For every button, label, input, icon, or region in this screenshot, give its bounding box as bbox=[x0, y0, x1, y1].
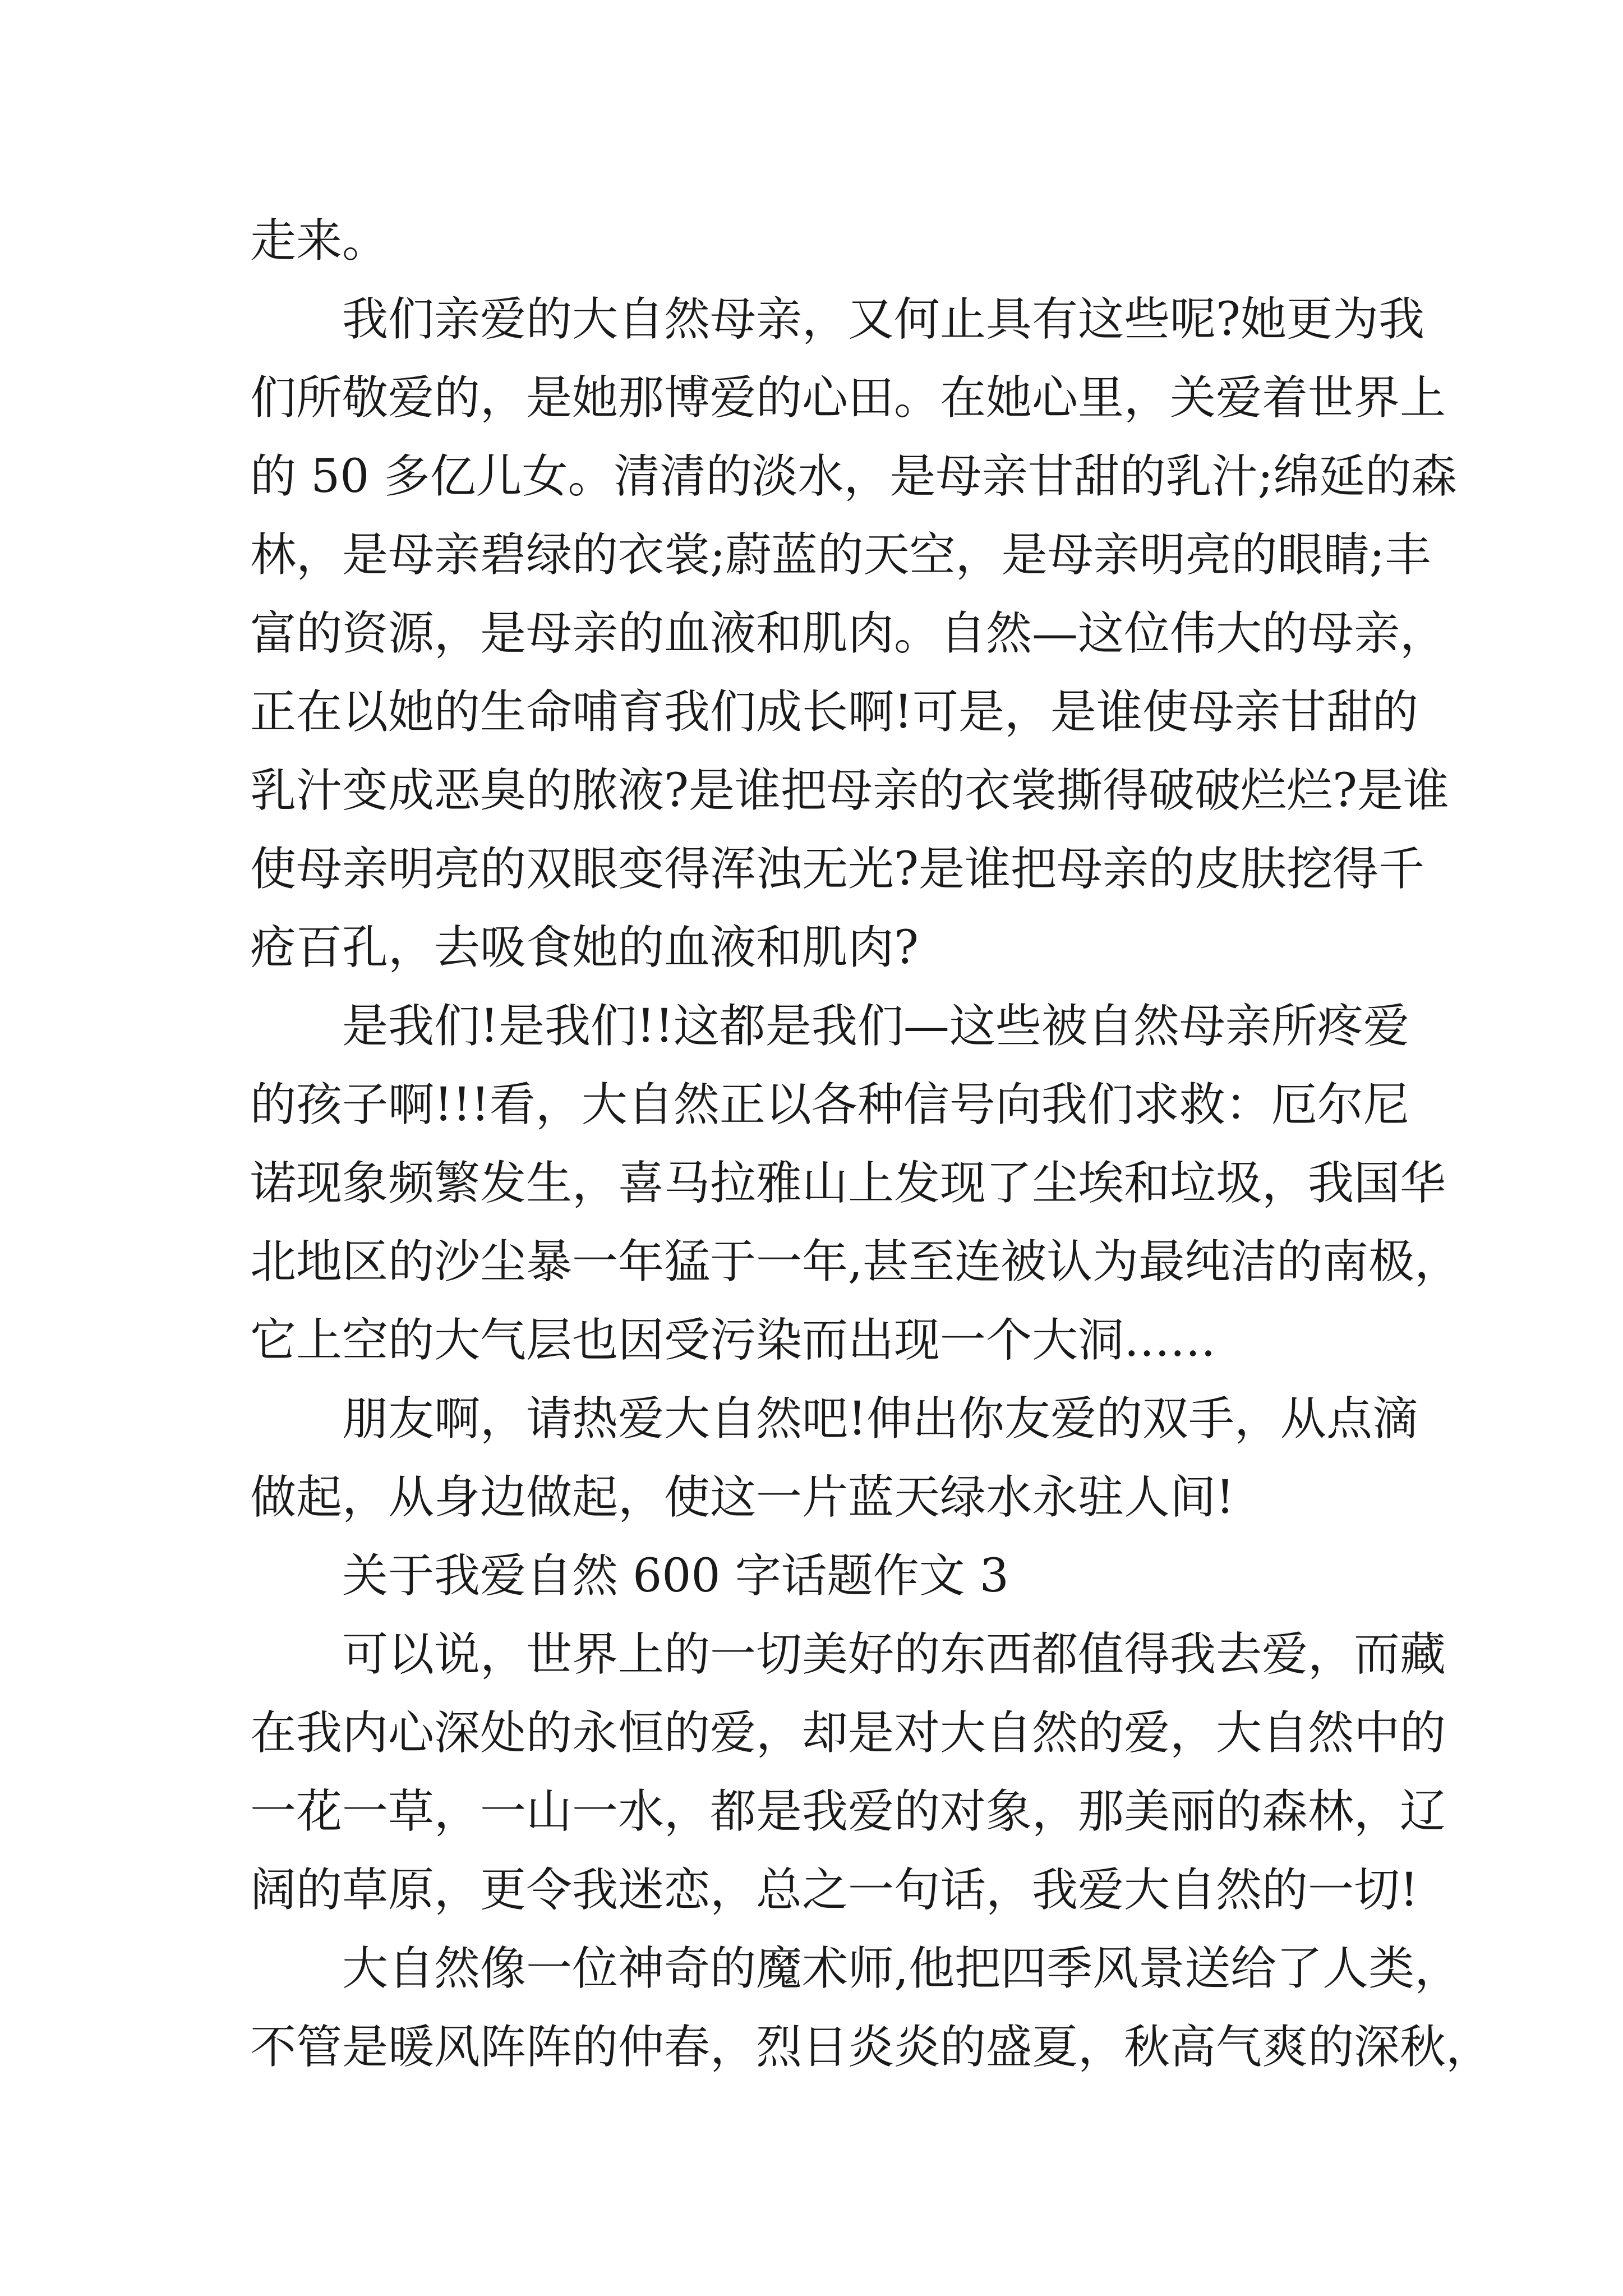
text-line: 北地区的沙尘暴一年猛于一年,甚至连被认为最纯洁的南极， bbox=[250, 1235, 1461, 1289]
section-heading: 关于我爱自然 600 字话题作文 3 bbox=[342, 1549, 1009, 1603]
text-line: 可以说，世界上的一切美好的东西都值得我去爱，而藏 bbox=[342, 1628, 1446, 1681]
text-line: 一花一草，一山一水，都是我爱的对象，那美丽的森林，辽 bbox=[250, 1785, 1446, 1838]
text-line: 疮百孔，去吸食她的血液和肌肉? bbox=[250, 921, 919, 974]
text-line: 正在以她的生命哺育我们成长啊!可是，是谁使母亲甘甜的 bbox=[250, 685, 1418, 739]
text-line: 使母亲明亮的双眼变得浑浊无光?是谁把母亲的皮肤挖得千 bbox=[250, 843, 1424, 896]
text-line: 们所敬爱的，是她那博爱的心田。在她心里，关爱着世界上 bbox=[250, 371, 1446, 425]
text-line: 的 50 多亿儿女。清清的淡水，是母亲甘甜的乳汁;绵延的森 bbox=[250, 450, 1458, 503]
text-line: 富的资源，是母亲的血液和肌肉。自然—这位伟大的母亲， bbox=[250, 607, 1446, 660]
text-line: 朋友啊，请热爱大自然吧!伸出你友爱的双手，从点滴 bbox=[342, 1392, 1418, 1446]
text-line: 林，是母亲碧绿的衣裳;蔚蓝的天空，是母亲明亮的眼睛;丰 bbox=[250, 528, 1431, 582]
text-line: 乳汁变成恶臭的脓液?是谁把母亲的衣裳撕得破破烂烂?是谁 bbox=[250, 764, 1449, 817]
text-line: 是我们!是我们!!这都是我们—这些被自然母亲所疼爱 bbox=[342, 1000, 1409, 1053]
text-line: 走来。 bbox=[250, 214, 389, 268]
text-line: 我们亲爱的大自然母亲，又何止具有这些呢?她更为我 bbox=[342, 293, 1424, 346]
text-line: 不管是暖风阵阵的仲春，烈日炎炎的盛夏，秋高气爽的深秋， bbox=[250, 2021, 1492, 2074]
text-line: 在我内心深处的永恒的爱，却是对大自然的爱，大自然中的 bbox=[250, 1706, 1446, 1760]
text-line: 大自然像一位神奇的魔术师,他把四季风景送给了人类， bbox=[342, 1942, 1461, 1995]
text-line: 它上空的大气层也因受污染而出现一个大洞…… bbox=[250, 1314, 1216, 1367]
text-line: 做起，从身边做起，使这一片蓝天绿水永驻人间! bbox=[250, 1471, 1234, 1524]
text-line: 的孩子啊!!!看，大自然正以各种信号向我们求救：厄尔尼 bbox=[250, 1078, 1409, 1131]
text-line: 阔的草原，更令我迷恋，总之一句话，我爱大自然的一切! bbox=[250, 1864, 1418, 1917]
text-line: 诺现象频繁发生，喜马拉雅山上发现了尘埃和垃圾，我国华 bbox=[250, 1157, 1446, 1210]
